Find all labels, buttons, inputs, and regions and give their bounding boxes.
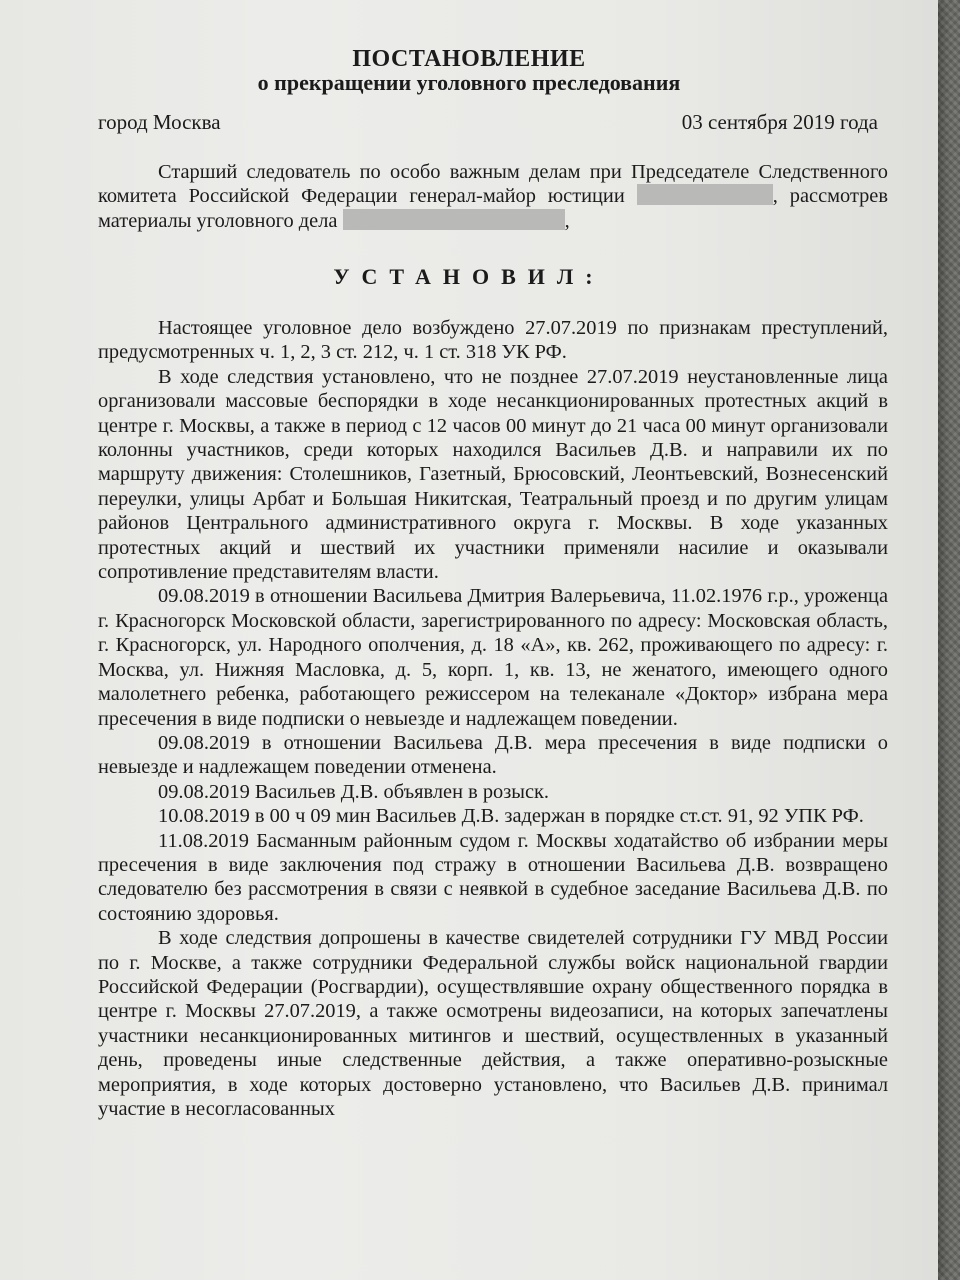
intro-text-3: , (564, 209, 570, 232)
paragraph: 09.08.2019 Васильев Д.В. объявлен в розыск. (158, 780, 550, 803)
paragraph: В ходе следствия установлено, что не позднее 27.07.2019 неустановленные лица организовали массовые беспорядки в ходе несанкционированных протестных акций в центре г. Москвы, а также в период с 12 часов 00 минут до 21 часа 00 минут организовали колонны участников, среди которых находился Васильев Д.В. и направили их по маршруту движения: Столешников, Газетный, Брюсовский, Леонтьевский, Вознесенский переулки, улицы Арбат и Большая Никитская, Театральный проезд и по другим улицам районов Центрального административного округа г. Москвы. В ходе указанных протестных акций и шествий их участники применяли насилие и оказывали сопротивление представителям власти. (98, 365, 888, 584)
paragraph: В ходе следствия допрошены в качестве свидетелей сотрудники ГУ МВД России по г. Москве, а также сотрудники Федеральной службы войск национальной гвардии Российской Федерации (Росгвардии), осуществлявшие охрану общественного порядка в центре г. Москвы 27.07.2019, а также осмотрены видеозаписи, на которых запечатлены участники несанкционированных митингов и шествий, осуществленных в указанный день, проведены иные следственные действия, а также оперативно-розыскные мероприятия, в ходе которых достоверно установлено, что Васильев Д.В. принимал участие в несогласованных (98, 927, 888, 1120)
intro-paragraph (98, 160, 888, 233)
redacted-case-number (343, 209, 565, 230)
paragraph: 10.08.2019 в 00 ч 09 мин Васильев Д.В. задержан в порядке ст.ст. 91, 92 УПК РФ. (158, 805, 864, 828)
section-heading: УСТАНОВИЛ: (333, 264, 605, 289)
paragraph: 09.08.2019 в отношении Васильева Дмитрия Валерьевича, 11.02.1976 г.р., уроженца г. Красногорск Московской области, зарегистрированного по адресу: Московская область, г. Красногорск, ул. Народного ополчения, д. 18 «А», кв. 262, проживающего по адресу: г. Москва, ул. Нижняя Масловка, д. 5, корп. 1, кв. 13, не женатого, имеющего одного малолетнего ребенка, работающего режиссером на телеканале «Доктор» избрана мера пресечения в виде подписки о невыезде и надлежащем поведении. (98, 585, 888, 730)
intro-text-2: , рассмотрев материалы уголовного дела (98, 185, 888, 232)
paragraph: 11.08.2019 Басманным районным судом г. Москвы ходатайство об избрании меры пресечения в виде заключения под стражу в отношении Васильева Д.В. возвращено следователю без рассмотрения в связи с неявкой в судебное заседание Васильева Д.В. по состоянию здоровья. (98, 829, 888, 925)
document-title: ПОСТАНОВЛЕНИЕ (352, 46, 586, 72)
paragraph: 09.08.2019 в отношении Васильева Д.В. мера пресечения в виде подписки о невыезде и надлежащем поведении отменена. (98, 731, 888, 779)
document-body (98, 316, 888, 1121)
document-date: 03 сентября 2019 года (681, 110, 878, 134)
redacted-name (637, 184, 773, 205)
intro-text-1: Старший следователь по особо важным делам при Председателе Следственного комитета Российской Федерации генерал-майор юстиции (98, 161, 888, 208)
document-subtitle: о прекращении уголовного преследования (257, 70, 681, 95)
city: город Москва (98, 110, 221, 134)
paragraph: Настоящее уголовное дело возбуждено 27.07.2019 по признакам преступлений, предусмотренных ч. 1, 2, 3 ст. 212, ч. 1 ст. 318 УК РФ. (98, 317, 888, 364)
